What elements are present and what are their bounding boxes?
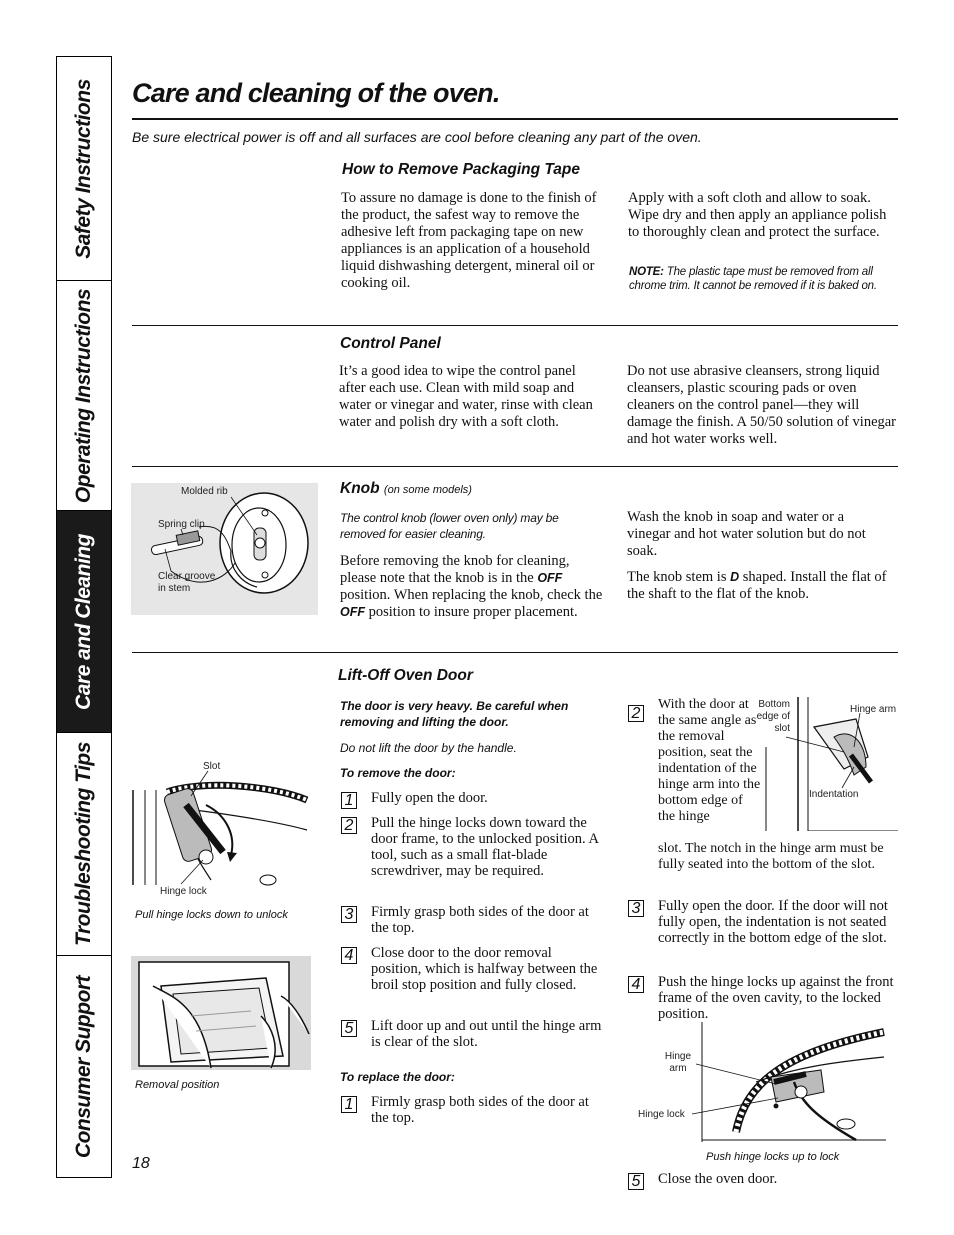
knob-col2-p1: Wash the knob in soap and water or a vinegar and hot water solution but do not soak.: [627, 509, 866, 559]
hinge-lock-figure: [636, 1022, 886, 1142]
hinge-lock-illustration: [636, 1022, 886, 1142]
knob-p1-a: Before removing the knob for cleaning, please note that the knob is in the: [340, 553, 570, 586]
tab-consumer-support[interactable]: Consumer Support: [72, 975, 95, 1158]
step-text: Fully open the door.: [371, 790, 488, 806]
spring-clip-label: Spring clip: [158, 519, 205, 530]
knob-col2-p2-b: shaped. Install the flat of the shaft to the flat of the knob.: [627, 569, 887, 602]
section-divider: [132, 652, 898, 653]
step-number: 1: [341, 792, 357, 809]
door-warning: The door is very heavy. Be careful when removing and lifting the door.: [340, 699, 569, 729]
step-text: Close door to the door removal position, which is halfway between the broil stop position and fully closed.: [371, 945, 598, 993]
molded-rib-label: Molded rib: [181, 486, 228, 497]
page-subtitle: Be sure electrical power is off and all surfaces are cool before cleaning any part of the oven.: [132, 129, 702, 145]
page-title: Care and cleaning of the oven.: [132, 78, 500, 108]
removal-position-illustration: [131, 956, 311, 1070]
step-number: 4: [341, 947, 357, 964]
d-keyword: D: [730, 570, 740, 584]
replace-step: [341, 1094, 603, 1126]
title-rule: [132, 118, 898, 120]
hinge-arm-label: Hinge arm: [664, 1051, 692, 1074]
remove-step: [341, 1018, 603, 1050]
control-panel-col2: Do not use abrasive cleansers, strong liquid cleansers, plastic scouring pads or oven cleaners on the control panel—they will damage the finish. A 50/50 solution of vinegar and hot water works well.: [627, 363, 897, 447]
page-number: 18: [132, 1155, 150, 1172]
fig2-caption: Removal position: [135, 1079, 220, 1091]
knob-col2-p2: [627, 569, 889, 603]
remove-heading: To remove the door:: [340, 766, 456, 780]
step-text: Push the hinge locks up against the front frame of the oven cavity, to the locked position.: [658, 974, 894, 1022]
knob-heading-text: Knob: [340, 480, 380, 497]
section-divider: [132, 466, 898, 467]
replace-step: [628, 974, 894, 1022]
slot-label: Slot: [203, 761, 221, 772]
hinge-slot-figure: [756, 697, 898, 831]
replace-step2-text: With the door at the same angle as the removal position, seat the indentation of the hinge arm into the bottom edge of the hinge: [658, 697, 761, 824]
note-text: The plastic tape must be removed from all chrome trim. It cannot be removed if it is baked on.: [629, 266, 877, 292]
section-divider: [132, 325, 898, 326]
remove-step: [341, 790, 603, 809]
hinge-unlock-illustration: [131, 760, 311, 890]
section-tabs: [56, 56, 112, 1178]
fig1-caption: Pull hinge locks down to unlock: [135, 909, 288, 921]
door-caution: Do not lift the door by the handle.: [340, 741, 517, 755]
step-text: Close the oven door.: [658, 1171, 778, 1187]
packaging-note: [629, 266, 891, 293]
fig4-caption: Push hinge locks up to lock: [706, 1151, 840, 1163]
step-number: 1: [341, 1096, 357, 1113]
knob-heading: [340, 480, 472, 498]
remove-step: [341, 904, 603, 936]
step-number: 2: [341, 817, 357, 834]
off-keyword: OFF: [340, 605, 365, 619]
packaging-col2: Apply with a soft cloth and allow to soak. Wipe dry and then apply an appliance polish to thoroughly clean and protect the surface.: [628, 190, 887, 240]
hinge-arm-label: Hinge arm: [850, 704, 897, 715]
step-number: 5: [628, 1173, 644, 1190]
step-number: 3: [341, 906, 357, 923]
packaging-heading: How to Remove Packaging Tape: [342, 161, 581, 178]
knob-intro: The control knob (lower oven only) may be removed for easier cleaning.: [340, 511, 559, 541]
knob-figure: [131, 483, 318, 615]
knob-illustration: [131, 483, 318, 615]
replace-step: [628, 898, 894, 946]
bottom-edge-label: Bottom edge of slot: [756, 699, 790, 734]
tab-care-and-cleaning[interactable]: Care and Cleaning: [57, 511, 111, 733]
tab-operating-instructions[interactable]: Operating Instructions: [57, 281, 111, 511]
tab-troubleshooting-tips[interactable]: Troubleshooting Tips: [57, 733, 111, 956]
note-label: NOTE:: [629, 266, 664, 278]
clear-groove-label: Clear groove in stem: [158, 571, 216, 594]
removal-position-figure: [131, 956, 311, 1070]
step-number: 5: [341, 1020, 357, 1037]
step-text: Firmly grasp both sides of the door at the top.: [371, 1094, 589, 1126]
replace-step2-text-cont: slot. The notch in the hinge arm must be fully seated into the bottom of the slot.: [658, 841, 884, 872]
knob-p1-b: position. When replacing the knob, check the: [340, 587, 603, 603]
step-number: 2: [628, 705, 644, 722]
tab-safety-instructions[interactable]: Safety Instructions: [57, 57, 111, 281]
knob-p1-c: position to insure proper placement.: [368, 604, 578, 620]
step-text: Pull the hinge locks down toward the door frame, to the unlocked position. A tool, such as a small flat-blade screwdriver, may be required.: [371, 815, 599, 879]
knob-heading-note: (on some models): [383, 484, 472, 496]
hinge-lock-label: Hinge lock: [638, 1109, 685, 1120]
indentation-label: Indentation: [809, 789, 859, 800]
step-text: Fully open the door. If the door will not fully open, the indentation is not seated correctly in the bottom edge of the slot.: [658, 898, 888, 946]
step-text: Firmly grasp both sides of the door at the top.: [371, 904, 589, 936]
door-heading: Lift-Off Oven Door: [338, 667, 473, 684]
knob-paragraph: [340, 553, 604, 621]
hinge-lock-label: Hinge lock: [160, 886, 207, 897]
replace-heading: To replace the door:: [340, 1070, 455, 1084]
remove-step: [341, 815, 603, 879]
packaging-col1: To assure no damage is done to the finish of the product, the safest way to remove the adhesive left from packaging tape on new appliances is an application of a household liquid dishwashing detergent, mineral oil or cooking oil.: [341, 190, 597, 291]
control-panel-heading: Control Panel: [340, 335, 441, 352]
control-panel-col1: It’s a good idea to wipe the control panel after each use. Clean with mild soap and water or vinegar and water, rinse with clean water and polish dry with a soft cloth.: [339, 363, 593, 430]
off-keyword: OFF: [537, 571, 563, 585]
step-number: 3: [628, 900, 644, 917]
knob-col2-p2-a: The knob stem is: [627, 569, 727, 585]
step-text: Lift door up and out until the hinge arm is clear of the slot.: [371, 1018, 602, 1050]
replace-step: [628, 1171, 894, 1190]
step-number: 4: [628, 976, 644, 993]
hinge-unlock-figure: [131, 760, 311, 897]
remove-step: [341, 945, 603, 993]
